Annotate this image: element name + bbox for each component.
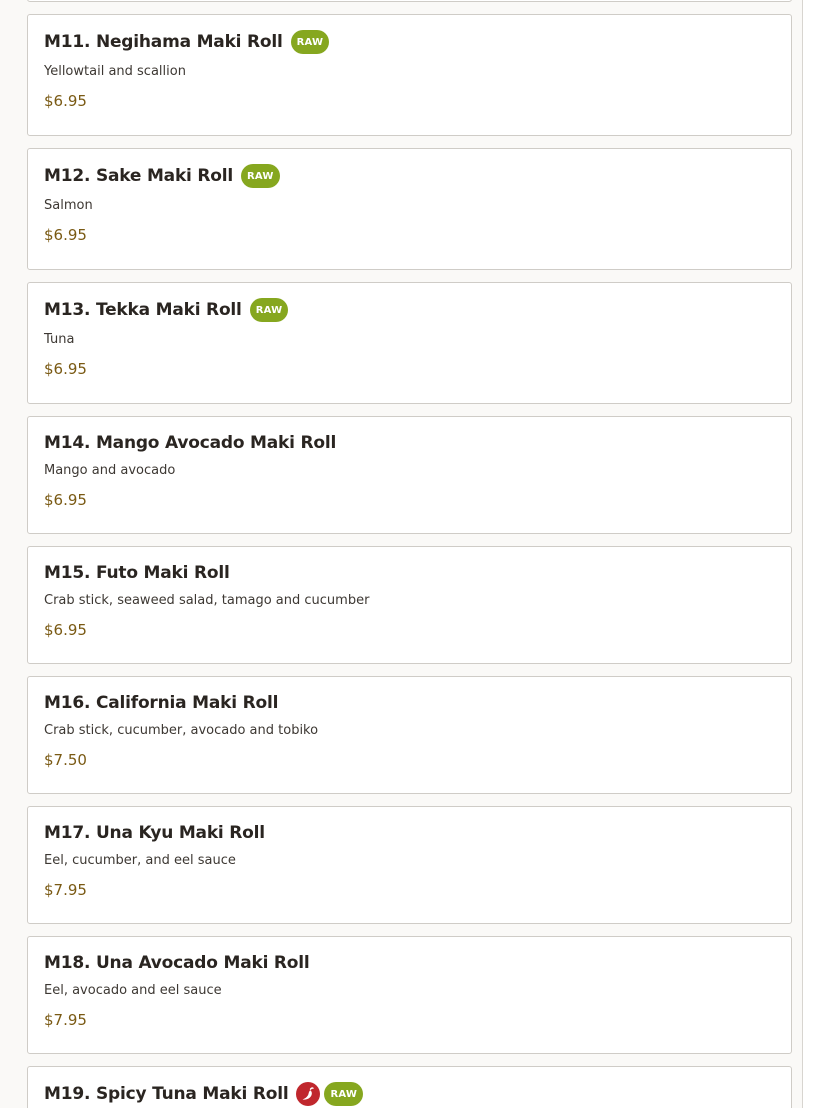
menu-item-card[interactable] <box>27 0 792 2</box>
menu-item-title-row <box>44 430 775 456</box>
menu-item-name: M12. Sake Maki Roll <box>44 166 234 186</box>
menu-item-price: $7.50 <box>44 751 87 769</box>
raw-badge: RAW <box>241 164 280 188</box>
menu-item-name: M16. California Maki Roll <box>44 693 279 713</box>
raw-badge: RAW <box>250 298 289 322</box>
menu-item-card[interactable] <box>27 416 792 534</box>
menu-item-name: M15. Futo Maki Roll <box>44 563 230 583</box>
menu-item-price: $6.95 <box>44 491 87 509</box>
menu-item-title-row <box>44 560 775 586</box>
raw-badge: RAW <box>324 1082 363 1106</box>
menu-item-badges <box>291 30 334 54</box>
menu-item-card[interactable] <box>27 282 792 404</box>
menu-item-title-row <box>44 163 775 189</box>
menu-item-name: M11. Negihama Maki Roll <box>44 32 283 52</box>
menu-item-description: Crab stick, cucumber, avocado and tobiko <box>44 723 319 738</box>
menu-item-card[interactable] <box>27 1066 792 1108</box>
menu-item-price: $6.95 <box>44 92 87 110</box>
menu-item-card[interactable] <box>27 148 792 270</box>
menu-item-price: $7.95 <box>44 1011 87 1029</box>
menu-item-price: $7.95 <box>44 881 87 899</box>
menu-item-badges <box>241 164 284 188</box>
menu-item-card[interactable] <box>27 806 792 924</box>
menu-item-card[interactable] <box>27 546 792 664</box>
menu-item-name: M18. Una Avocado Maki Roll <box>44 953 310 973</box>
menu-item-card[interactable] <box>27 936 792 1054</box>
menu-item-title-row <box>44 950 775 976</box>
menu-item-title-row <box>44 690 775 716</box>
menu-item-description: Eel, avocado and eel sauce <box>44 983 222 998</box>
menu-item-name: M19. Spicy Tuna Maki Roll <box>44 1084 289 1104</box>
menu-item-name: M17. Una Kyu Maki Roll <box>44 823 265 843</box>
menu-item-list <box>27 0 792 1108</box>
menu-item-title-row <box>44 29 775 55</box>
menu-item-price: $6.95 <box>44 621 87 639</box>
menu-item-description: Salmon <box>44 198 93 213</box>
menu-item-price: $6.95 <box>44 360 87 378</box>
menu-item-card[interactable] <box>27 676 792 794</box>
spicy-pepper-icon <box>296 1082 320 1106</box>
menu-item-name: M14. Mango Avocado Maki Roll <box>44 433 337 453</box>
menu-item-description: Crab stick, seaweed salad, tamago and cucumber <box>44 593 370 608</box>
menu-item-title-row <box>44 1081 775 1107</box>
menu-item-description: Tuna <box>44 332 75 347</box>
raw-badge: RAW <box>291 30 330 54</box>
menu-item-price: $6.95 <box>44 226 87 244</box>
menu-item-badges <box>250 298 293 322</box>
menu-item-description: Yellowtail and scallion <box>44 64 186 79</box>
menu-item-title-row <box>44 297 775 323</box>
menu-item-card[interactable] <box>27 14 792 136</box>
menu-item-description: Mango and avocado <box>44 463 176 478</box>
menu-item-name: M13. Tekka Maki Roll <box>44 300 242 320</box>
menu-item-title-row <box>44 820 775 846</box>
menu-item-badges <box>296 1082 367 1106</box>
menu-item-description: Eel, cucumber, and eel sauce <box>44 853 236 868</box>
